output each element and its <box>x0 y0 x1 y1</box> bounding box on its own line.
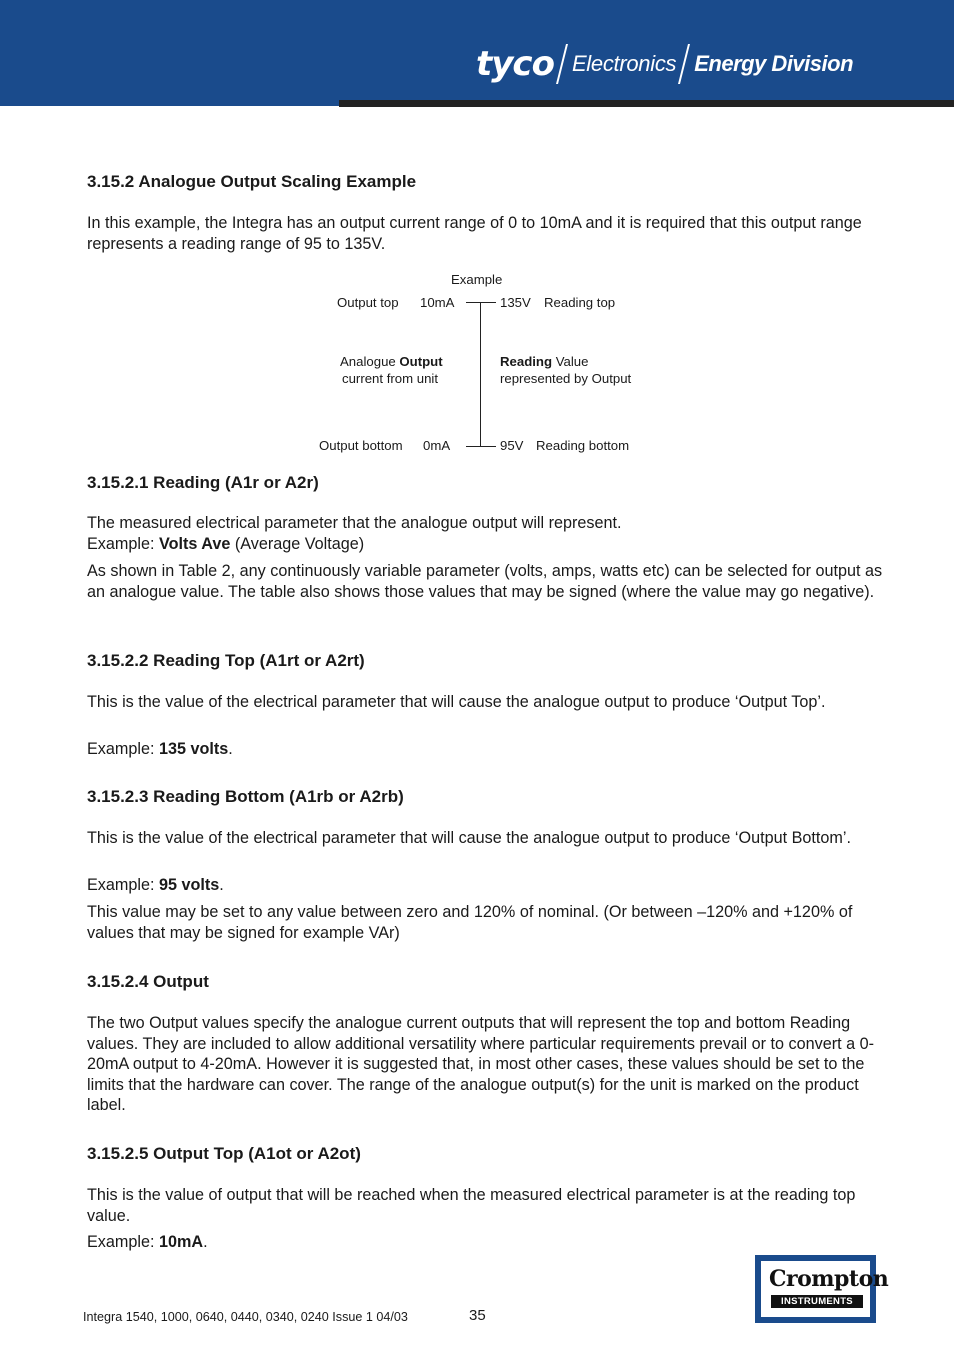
logo-brand: tyco <box>476 44 554 84</box>
crompton-logo <box>755 1255 889 1323</box>
section-title-reading-top: 3.15.2.2 Reading Top (A1rt or A2rt) <box>87 651 365 670</box>
paragraph-reading-bottom-range: This value may be set to any value between zero and 120% of nominal. (Or between –120% and +120% of values that may be signed for example VAr) <box>87 903 853 942</box>
reading-value-sublabel: represented by Output <box>500 371 632 386</box>
tyco-logo <box>476 40 853 88</box>
reading-top-value: 135V <box>500 295 531 310</box>
paragraph-intro: In this example, the Integra has an output current range of 0 to 10mA and it is required that this output range represents a reading range of 95 to 135V. <box>87 214 862 253</box>
page-number: 35 <box>469 1307 486 1324</box>
scale-vertical-line <box>480 302 481 446</box>
reading-value-label: Reading Value <box>500 354 589 369</box>
section-title-output: 3.15.2.4 Output <box>87 972 209 991</box>
output-bottom-value: 0mA <box>423 438 451 453</box>
paragraph-output-top-desc: This is the value of output that will be reached when the measured electrical parameter is at the reading top value. <box>87 1186 856 1225</box>
section-title-reading-bottom: 3.15.2.3 Reading Bottom (A1rb or A2rb) <box>87 787 404 806</box>
logo-division: Energy Division <box>694 51 854 76</box>
bottom-tick-line <box>466 446 496 447</box>
paragraph-reading-top-example: Example: 135 volts. <box>87 740 233 758</box>
reading-bottom-label: Reading bottom <box>536 438 630 453</box>
paragraph-reading-top-desc: This is the value of the electrical parameter that will cause the analogue output to produce ‘Output Top’. <box>87 693 826 711</box>
footer-models: Integra 1540, 1000, 0640, 0440, 0340, 0240 Issue 1 04/03 <box>83 1310 408 1324</box>
crompton-instruments: INSTRUMENTS <box>771 1295 863 1308</box>
paragraph-reading-bottom-example: Example: 95 volts. <box>87 876 224 894</box>
analogue-output-label: Analogue Output <box>340 354 443 369</box>
paragraph-output-top-example: Example: 10mA. <box>87 1233 208 1251</box>
crompton-name: Crompton <box>769 1266 889 1292</box>
section-title-output-top: 3.15.2.5 Output Top (A1ot or A2ot) <box>87 1144 361 1163</box>
logo-divider <box>556 44 568 84</box>
paragraph-reading-table: As shown in Table 2, any continuously variable parameter (volts, amps, watts etc) can be selected for output as an analogue value. The table also shows those values that may be signed (where the value may go negative). <box>87 562 883 601</box>
reading-bottom-value: 95V <box>500 438 524 453</box>
top-tick-line <box>466 302 496 303</box>
output-bottom-label: Output bottom <box>319 438 403 453</box>
paragraph-output-desc: The two Output values specify the analogue current outputs that will represent the top and bottom Reading values. They are included to allow additional versatility where particular requirements prevail or to convert a 0-20mA output to 4-20mA. However it is suggested that, in most other cases, these values should be set to the limits that the hardware can cover. The range of the analogue output(s) for the unit is marked on the product label. <box>87 1014 874 1114</box>
section-title-analogue-output-scaling: 3.15.2 Analogue Output Scaling Example <box>87 172 417 191</box>
paragraph-reading-example: Example: Volts Ave (Average Voltage) <box>87 535 365 553</box>
logo-divider <box>678 44 690 84</box>
logo-electronics: Electronics <box>571 51 677 76</box>
analogue-output-sublabel: current from unit <box>342 371 439 386</box>
crompton-logo-inner <box>761 1261 889 1317</box>
output-top-value: 10mA <box>420 295 455 310</box>
diagram-title: Example <box>451 272 503 287</box>
header-rule <box>339 100 954 107</box>
section-title-reading: 3.15.2.1 Reading (A1r or A2r) <box>87 473 319 492</box>
paragraph-reading-bottom-desc: This is the value of the electrical parameter that will cause the analogue output to produce ‘Output Bottom’. <box>87 829 851 847</box>
output-top-label: Output top <box>337 295 399 310</box>
reading-top-label: Reading top <box>544 295 616 310</box>
paragraph-reading-desc: The measured electrical parameter that the analogue output will represent. <box>87 514 622 532</box>
